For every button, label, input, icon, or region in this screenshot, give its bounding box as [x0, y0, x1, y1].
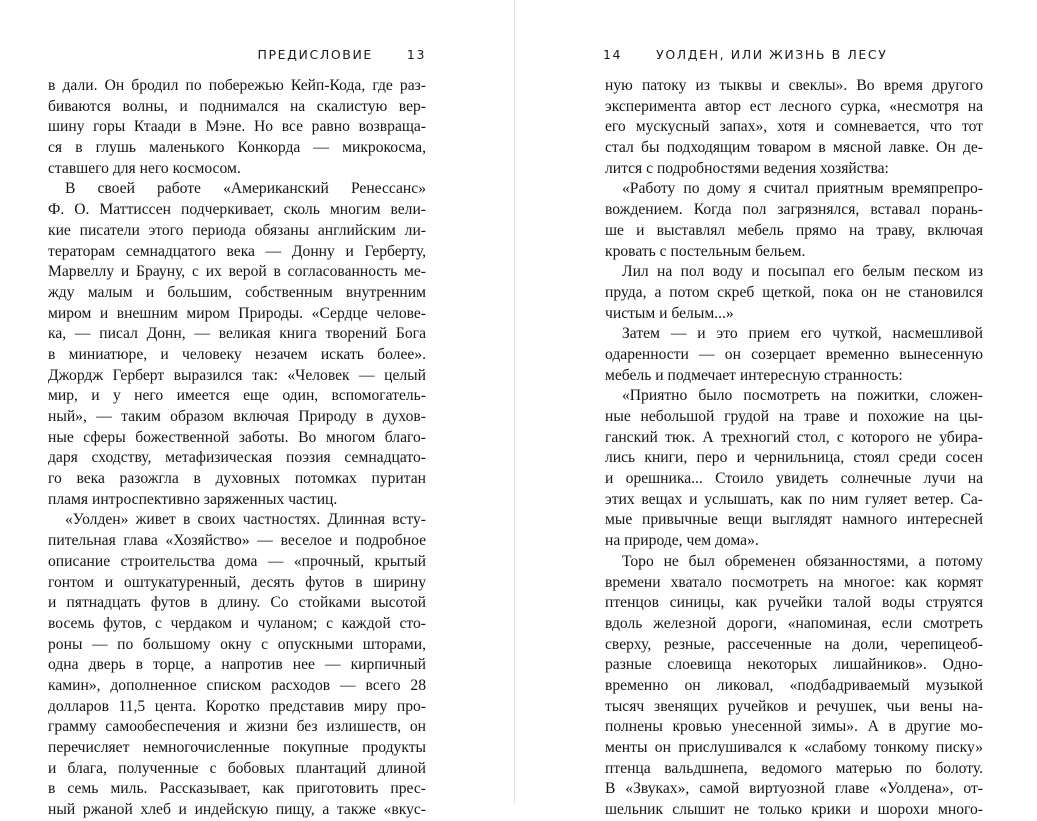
- text-line: ные небольшой грудой на траве и похожие на цы-: [605, 408, 983, 425]
- text-line: времени хватало посмотреть на многое: как кормят: [605, 573, 983, 591]
- text-line: Лил на пол воду и посыпал его белым песком из: [622, 263, 983, 281]
- text-line: ся в глушь маленького Конкорда — микрокосма,: [48, 139, 426, 157]
- page-gutter: [514, 0, 515, 804]
- text-line: вождением. Когда пол загрязнялся, вставал порань-: [605, 201, 983, 219]
- text-line: пительная глава «Хозяйство» — веселое и подробное: [48, 532, 426, 550]
- text-line: «Приятно было посмотреть на пожитки, сложен-: [622, 387, 983, 405]
- text-line: долларов 11,5 цента. Коротко представив миру про-: [48, 697, 426, 715]
- text-line: камин», дополненное списком расходов — всего 28: [48, 676, 426, 694]
- text-line: Затем — и это прием его чуткой, насмешливой: [622, 325, 983, 343]
- text-line: стал бы подходящим товаром в мясной лавке. Он де-: [605, 139, 983, 157]
- left-body-text: [48, 76, 426, 821]
- text-line: пруда, а потом скреб щеткой, пока он не становился: [605, 283, 983, 301]
- left-running-title: ПРЕДИСЛОВИЕ: [257, 47, 373, 62]
- text-line: одаренности — он созерцает временно вынесенную: [605, 345, 983, 363]
- text-line: кровать с постельным бельем.: [605, 242, 806, 260]
- text-line: «Уолден» живет в своих частностях. Длинная всту-: [65, 511, 426, 529]
- text-line: шину горы Ктаади в Мэне. Но все равно возвраща-: [48, 118, 426, 136]
- text-line: описание строительства дома — «прочный, крытый: [48, 552, 426, 570]
- right-page-number: 14: [603, 47, 623, 62]
- text-line: восемь футов, с чердаком и чуланом; с каждой сто-: [48, 614, 426, 632]
- text-line: ные сферы божественной заботы. Во многом благо-: [48, 428, 426, 446]
- text-line: эксперимента автор ест лесного сурка, «несмотря на: [605, 97, 983, 115]
- text-line: сверху, резные, рассеченные на доли, черепицеоб-: [605, 635, 983, 653]
- text-line: лись книги, перо и чернильница, стоял среди сосен: [605, 449, 983, 467]
- text-line: менты он прислушивался к «слабому тонкому писку»: [605, 739, 983, 756]
- text-line: ганский тюк. А трехногий стол, с которого не убира-: [605, 428, 983, 446]
- text-line: полнены кровью унесенной зимы». А в другие мо-: [605, 718, 983, 736]
- left-page-number: 13: [406, 47, 426, 62]
- text-line: жду малым и большим, собственным внутренним: [48, 283, 426, 301]
- text-line: ше и выставлял мебель прямо на траву, включая: [605, 221, 983, 239]
- text-line: и блага, полученные с бобовых плантаций длиной: [48, 759, 426, 777]
- text-line: мебель и подмечает интересную странность:: [605, 366, 903, 384]
- text-line: одна дверь в торце, а напротив нее — кирпичный: [48, 656, 426, 674]
- text-line: кие писатели этого периода обязаны английским ли-: [48, 221, 426, 239]
- text-line: тераторам семнадцатого века — Донну и Герберту,: [48, 242, 426, 260]
- text-line: лится с подробностями ведения хозяйства:: [605, 159, 889, 177]
- text-line: тысяч звенящих ручейков и речушек, чьи вены на-: [605, 697, 983, 715]
- right-running-title: УОЛДЕН, ИЛИ ЖИЗНЬ В ЛЕСУ: [656, 47, 888, 62]
- text-line: чистым и белым...»: [605, 304, 734, 322]
- text-line: пламя интроспективно заряженных частиц.: [48, 490, 338, 508]
- text-line: гонтом и оштукатуренный, десять футов в ширину: [48, 573, 426, 591]
- text-line: мир, и у него имеется еще один, вспомогатель-: [48, 387, 426, 405]
- text-line: Торо не был обременен обязанностями, а потому: [622, 552, 983, 570]
- text-line: в миниатюре, и человеку незачем искать более».: [48, 345, 426, 363]
- text-line: на природе, чем дома».: [605, 532, 759, 550]
- text-line: этих вещах и услышать, как по ним гуляет ветер. Са-: [605, 490, 983, 508]
- text-line: ка, — писал Донн, — великая книга творений Бога: [48, 325, 426, 343]
- text-line: роны — по большому окну с опускными шторами,: [48, 635, 426, 653]
- text-line: вдоль железной дороги, «напоминая, если смотреть: [605, 614, 983, 632]
- text-line: разные слоевища некоторых лишайников». Одно-: [605, 656, 983, 674]
- text-line: временно он ликовал, «подбадриваемый музыкой: [605, 676, 983, 694]
- text-line: ный», — таким образом включая Природу в духов-: [48, 408, 426, 425]
- text-line: перечисляет немногочисленные покупные продукты: [48, 739, 426, 756]
- text-line: и орешника... Стоило увидеть солнечные лучи на: [605, 470, 983, 488]
- text-line: птенцов синицы, как ручейки талой воды струятся: [605, 594, 983, 612]
- right-page: [516, 0, 1037, 819]
- text-line: ставшего для него космосом.: [48, 159, 241, 177]
- text-line: шельник слышит не только крики и шорохи много-: [605, 801, 983, 819]
- left-page: [0, 0, 515, 819]
- text-line: птенца вальдшнепа, ведомого матерью по болоту.: [605, 759, 983, 777]
- text-line: Ф. О. Маттиссен подчеркивает, сколь многим вели-: [48, 201, 426, 219]
- text-line: ный ржаной хлеб и индейскую пищу, а также «вкус-: [48, 801, 426, 819]
- text-line: в семь миль. Рассказывает, как приготовить прес-: [48, 780, 426, 798]
- text-line: грамму самообеспечения и жизни без излишеств, он: [48, 718, 426, 736]
- text-line: миром и внешним миром Природы. «Сердце челове-: [48, 304, 426, 322]
- right-body-text: [605, 76, 983, 821]
- text-line: Марвеллу и Брауну, с их верой в согласованность ме-: [48, 263, 426, 281]
- text-line: го века разожгла в духовных потомках пуритан: [48, 470, 426, 488]
- text-line: биваются волны, и поднимался на скалистую вер-: [48, 97, 426, 115]
- text-line: и пятнадцать футов в длину. Со стойками высотой: [48, 594, 426, 612]
- text-line: В «Звуках», самой виртуозной главе «Уолдена», от-: [605, 780, 983, 798]
- text-line: его мускусный запах», хотя и сомневается, что тот: [605, 118, 983, 136]
- text-line: мые привычные вещи выглядят намного интересней: [605, 511, 983, 529]
- text-line: «Работу по дому я считал приятным времяпрепро-: [622, 180, 983, 198]
- right-running-head: [603, 47, 887, 62]
- text-line: Джордж Герберт выразился так: «Человек — целый: [48, 366, 426, 384]
- text-line: ную патоку из тыквы и свеклы». Во время другого: [605, 77, 983, 94]
- text-line: даря сходству, метафизическая поэзия семнадцато-: [48, 449, 426, 467]
- left-running-head: [258, 47, 426, 62]
- text-line: в дали. Он бродил по побережью Кейп-Кода, где раз-: [48, 77, 426, 94]
- text-line: В своей работе «Американский Ренессанс»: [65, 180, 426, 198]
